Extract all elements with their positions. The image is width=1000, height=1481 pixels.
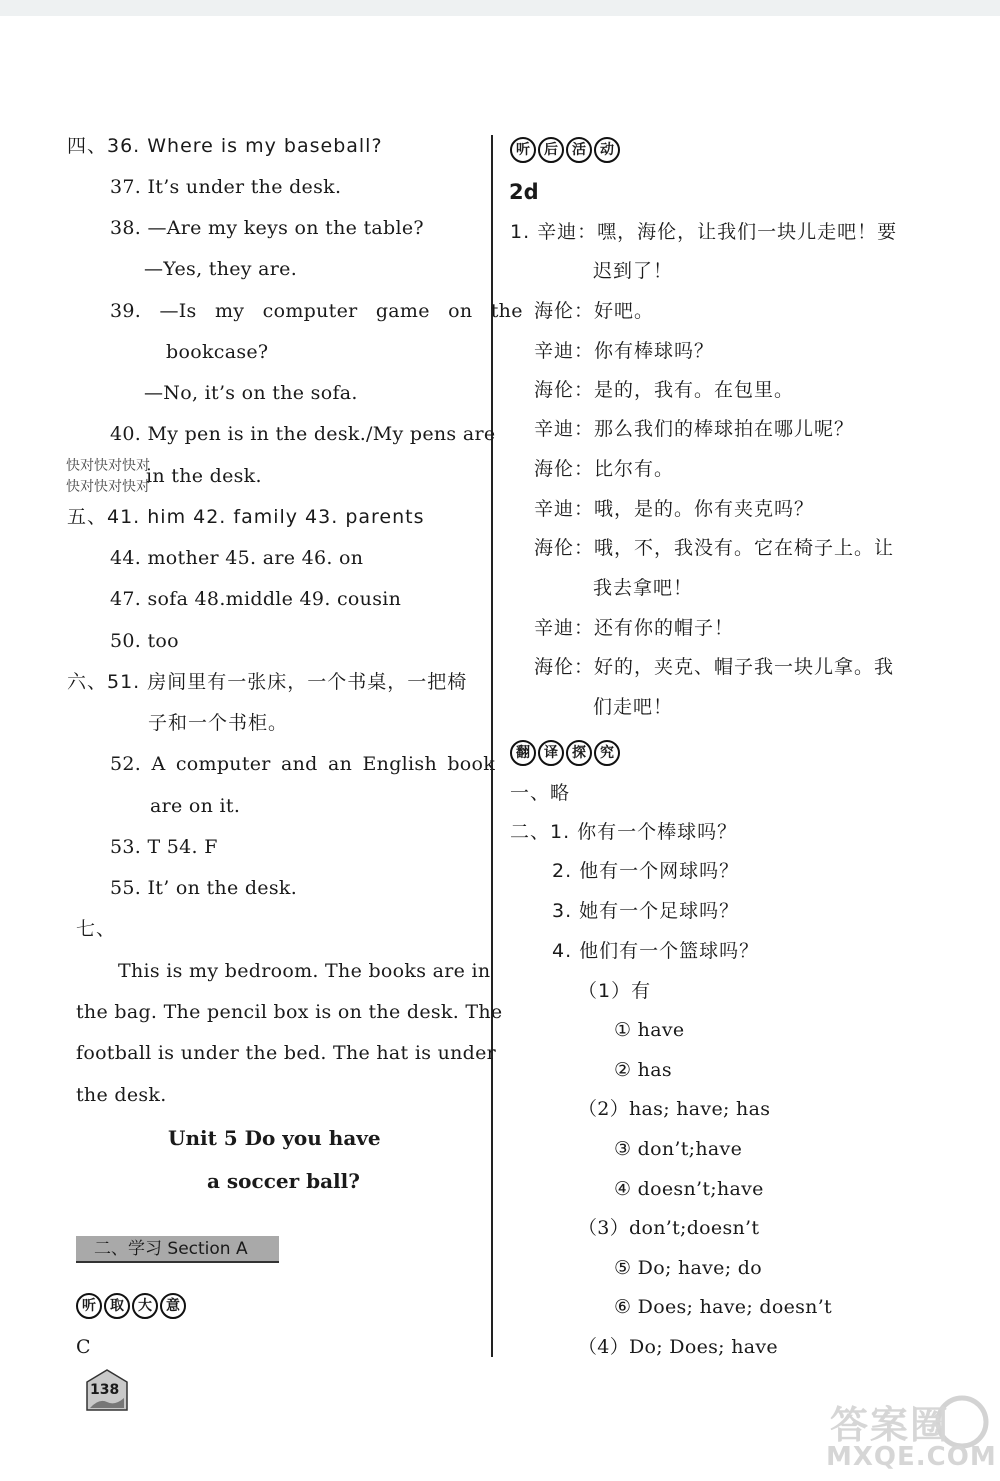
answer-line: 44. mother 45. are 46. on — [110, 547, 364, 569]
heading-char: 探 — [566, 740, 592, 766]
heading-char: 大 — [132, 1293, 158, 1319]
answer-line: C — [76, 1336, 91, 1358]
section-label: 二、学习 Section A — [76, 1236, 279, 1263]
answer-line: 50. too — [110, 630, 179, 652]
dialogue-line: 迟到了！ — [593, 260, 674, 282]
heading-char: 活 — [566, 137, 592, 163]
heading-char: 听 — [510, 137, 536, 163]
answer-line: in the desk. — [146, 465, 262, 487]
dialogue-line: 海伦：比尔有。 — [534, 458, 675, 480]
heading-char: 听 — [76, 1293, 102, 1319]
dialogue-line: 海伦：好吧。 — [534, 300, 655, 322]
translate-line: 4. 他们有一个篮球吗？ — [552, 940, 760, 962]
heading-translate — [510, 740, 620, 766]
dialogue-line: 们走吧！ — [593, 696, 674, 718]
answer-line: —No, it’s on the sofa. — [144, 382, 358, 404]
translate-line: 2. 他有一个网球吗？ — [552, 860, 740, 882]
answer-line: 39. —Is my computer game on the — [110, 300, 523, 322]
translate-line: （1）有 — [578, 980, 652, 1002]
dialogue-line: 辛迪：还有你的帽子！ — [534, 617, 735, 639]
heading-char: 取 — [104, 1293, 130, 1319]
answer-line: 六、51. 房间里有一张床，一个书桌，一把椅 — [67, 671, 468, 693]
site-logo — [822, 1392, 997, 1476]
translate-line: 3. 她有一个足球吗？ — [552, 900, 740, 922]
answer-line: football is under the bed. The hat is under — [76, 1042, 497, 1064]
translate-line: ④ doesn’t;have — [614, 1178, 764, 1200]
answer-line: the desk. — [76, 1084, 167, 1106]
translate-line: ① have — [614, 1019, 685, 1041]
answer-line: 53. T 54. F — [110, 836, 218, 858]
dialogue-line: 海伦：好的，夹克、帽子我一块儿拿。我 — [534, 656, 895, 678]
translate-line: 一、略 — [510, 782, 571, 804]
answer-line: 七、 — [76, 918, 117, 940]
answer-line: the bag. The pencil box is on the desk. The — [76, 1001, 503, 1023]
translate-line: （3）don’t;doesn’t — [578, 1217, 760, 1239]
sub-heading-2d: 2d — [509, 180, 539, 204]
translate-line: ② has — [614, 1059, 672, 1081]
translate-line: ⑥ Does; have; doesn’t — [614, 1296, 832, 1318]
heading-char: 意 — [160, 1293, 186, 1319]
page-number-badge — [84, 1368, 130, 1412]
heading-after-listen — [510, 137, 620, 163]
heading-char: 译 — [538, 740, 564, 766]
heading-char: 翻 — [510, 740, 536, 766]
page-number: 138 — [90, 1382, 120, 1398]
logo-text: 答案圈 — [830, 1403, 951, 1447]
logo-url: MXQE.COM — [826, 1442, 997, 1472]
answer-line: 子和一个书柜。 — [148, 712, 289, 734]
answer-line: This is my bedroom. The books are in — [118, 960, 491, 982]
page-top-edge — [0, 0, 1000, 16]
answer-line: 52. A computer and an English book — [110, 753, 496, 775]
heading-char: 后 — [538, 137, 564, 163]
translate-line: ⑤ Do; have; do — [614, 1257, 762, 1279]
heading-char: 动 — [594, 137, 620, 163]
dialogue-line: 我去拿吧！ — [593, 577, 694, 599]
unit-title: Unit 5 Do you have — [168, 1126, 381, 1150]
answer-line: 五、41. him 42. family 43. parents — [67, 506, 425, 528]
answer-line: are on it. — [150, 795, 241, 817]
answer-line: bookcase? — [166, 341, 269, 363]
answer-line: 38. —Are my keys on the table? — [110, 217, 424, 239]
heading-listen-main — [76, 1293, 186, 1319]
dialogue-line: 辛迪：那么我们的棒球拍在哪儿呢？ — [534, 418, 855, 440]
answer-line: 40. My pen is in the desk./My pens are — [110, 423, 496, 445]
translate-line: （2）has; have; has — [578, 1098, 771, 1120]
translate-line: 二、1. 你有一个棒球吗？ — [510, 821, 738, 843]
answer-line: 四、36. Where is my baseball? — [67, 135, 383, 157]
watermark-text: 快对快对快对 — [66, 458, 150, 474]
answer-line: 47. sofa 48.middle 49. cousin — [110, 588, 402, 610]
answer-line: —Yes, they are. — [144, 258, 298, 280]
unit-subtitle: a soccer ball? — [207, 1169, 360, 1193]
dialogue-line: 辛迪：哦，是的。你有夹克吗？ — [534, 498, 815, 520]
heading-char: 究 — [594, 740, 620, 766]
translate-line: ③ don’t;have — [614, 1138, 743, 1160]
watermark-text: 快对快对快对 — [66, 479, 150, 495]
answer-line: 55. It’ on the desk. — [110, 877, 298, 899]
dialogue-line: 海伦：是的，我有。在包里。 — [534, 379, 795, 401]
dialogue-line: 海伦：哦，不，我没有。它在椅子上。让 — [534, 537, 895, 559]
dialogue-line: 辛迪：你有棒球吗？ — [534, 340, 715, 362]
translate-line: （4）Do; Does; have — [578, 1336, 778, 1358]
dialogue-line: 1. 辛迪：嘿，海伦，让我们一块儿走吧！要 — [510, 221, 898, 243]
answer-line: 37. It’s under the desk. — [110, 176, 342, 198]
